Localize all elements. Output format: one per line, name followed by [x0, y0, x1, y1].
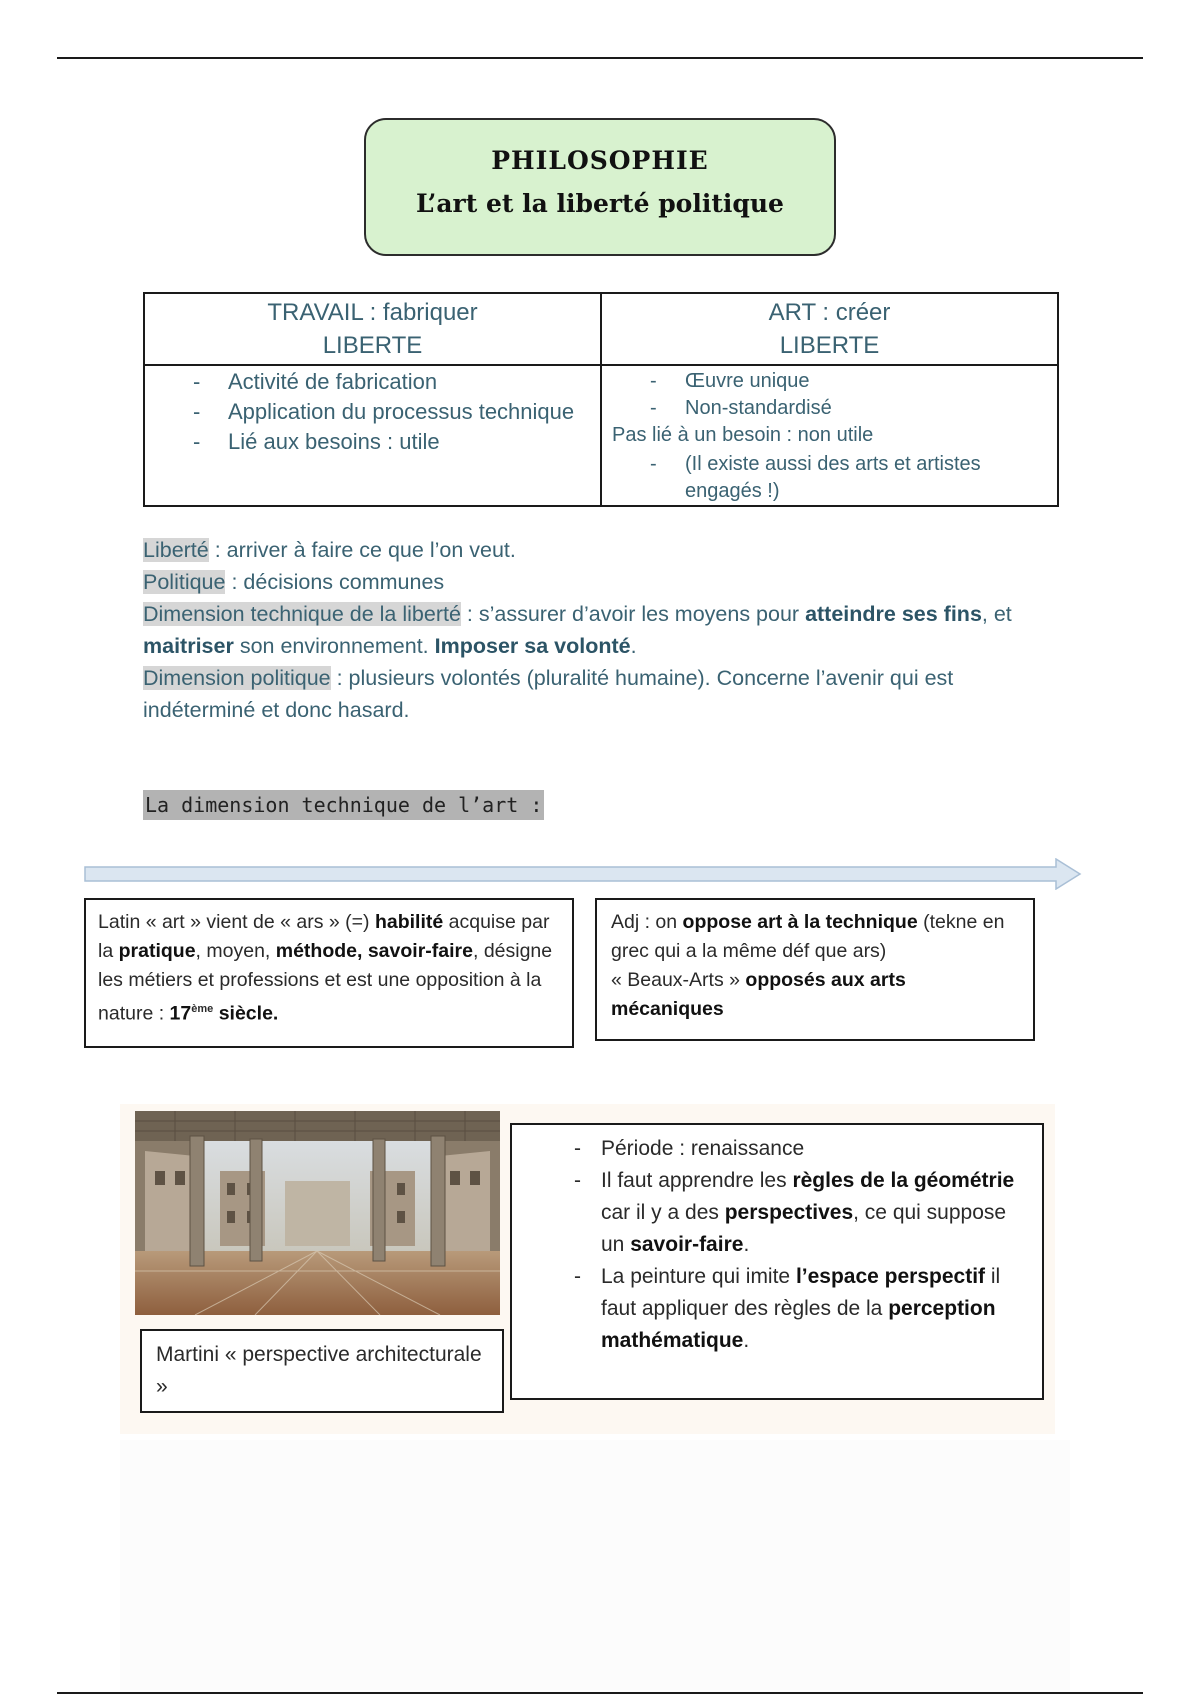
- latin-origin-box: [84, 898, 574, 1048]
- renaissance-box: [510, 1123, 1044, 1400]
- box-text: .: [743, 1329, 750, 1352]
- list-item: - Application du processus technique: [145, 398, 600, 426]
- box-text: car il y a des: [601, 1201, 725, 1224]
- box-text: il faut appliquer des règles de la: [601, 1265, 1001, 1320]
- list-item: - (Il existe aussi des arts et artistes engagés !): [602, 451, 1057, 505]
- box-text: La peinture qui imite: [601, 1265, 796, 1288]
- definition-text: : décisions communes: [225, 570, 445, 594]
- box-text: .: [743, 1233, 750, 1256]
- header-art-line1: ART : créer: [768, 299, 891, 326]
- box-text: Période : renaissance: [601, 1137, 805, 1160]
- definition-politique: [143, 566, 1063, 598]
- definition-liberte: [143, 534, 1063, 566]
- list-item: [524, 1261, 1030, 1357]
- definitions-block: [143, 534, 1063, 726]
- adjective-box: [595, 898, 1035, 1041]
- box-text: , moyen,: [195, 940, 276, 962]
- header-art: [601, 293, 1058, 365]
- art-plain-line: Pas lié à un besoin : non utile: [612, 424, 874, 446]
- topic-title: L’art et la liberté politique: [416, 189, 784, 218]
- bold-text: habilité: [374, 911, 444, 933]
- top-rule: [57, 57, 1143, 59]
- box-text: Il faut apprendre les: [601, 1169, 793, 1192]
- bold-text: siècle.: [213, 1002, 279, 1025]
- list-item: - Œuvre unique: [602, 368, 1057, 395]
- bold-text: méthode, savoir-faire: [275, 940, 473, 962]
- box-text: Latin « art » vient de « ars » (=): [98, 911, 375, 933]
- bold-text: perspectives: [724, 1201, 854, 1224]
- painting-caption-box: [140, 1329, 504, 1413]
- bold-text: savoir-faire: [630, 1233, 744, 1256]
- bottom-rule: [57, 1692, 1143, 1694]
- section-heading: La dimension technique de l’art :: [143, 790, 544, 820]
- box-text: acquise par la: [98, 911, 550, 962]
- definition-text: : arriver à faire ce que l’on veut.: [208, 538, 516, 562]
- bold-text: maitriser: [143, 634, 234, 658]
- lower-blank-area: [120, 1440, 1070, 1690]
- definition-text: son environnement.: [233, 634, 435, 658]
- definition-dimension-politique: [143, 662, 1063, 726]
- term-highlight: Liberté: [143, 538, 209, 562]
- list-item: - Non-standardisé: [602, 395, 1057, 422]
- term-highlight: Dimension technique de la liberté: [143, 602, 461, 626]
- bold-text: l’espace perspectif: [795, 1265, 986, 1288]
- painting-caption: Martini « perspective architecturale »: [156, 1343, 482, 1398]
- bold-text: perception mathématique: [601, 1297, 996, 1352]
- definition-text: : plusieurs volontés (pluralité humaine). Concerne l’avenir qui est indéterminé et donc hasard.: [143, 666, 954, 722]
- superscript: ème: [191, 1003, 214, 1015]
- bold-text: Imposer sa volonté: [434, 634, 631, 658]
- subject-title: PHILOSOPHIE: [491, 146, 709, 175]
- definition-text: : s’assurer d’avoir les moyens pour: [460, 602, 806, 626]
- bold-text: 17: [169, 1002, 192, 1025]
- box-text: , ce qui suppose un: [601, 1201, 1007, 1256]
- travail-cell: [144, 365, 601, 506]
- bold-text: oppose art à la technique: [682, 911, 918, 933]
- bold-text: pratique: [118, 940, 196, 962]
- header-art-line2: LIBERTE: [779, 332, 880, 359]
- term-highlight: Politique: [143, 570, 226, 594]
- header-travail: [144, 293, 601, 365]
- definition-text: .: [630, 634, 637, 658]
- title-box: [364, 118, 836, 256]
- list-item: - Lié aux besoins : utile: [145, 428, 600, 456]
- bold-text: opposés aux arts mécaniques: [611, 969, 906, 1020]
- list-item: - Activité de fabrication: [145, 368, 600, 396]
- list-item: [524, 1165, 1030, 1261]
- bold-text: règles de la géométrie: [792, 1169, 1015, 1192]
- timeline-arrow-shape: [85, 859, 1080, 889]
- definition-text: , et: [981, 602, 1012, 626]
- bold-text: atteindre ses fins: [805, 602, 982, 626]
- term-highlight: Dimension politique: [143, 666, 331, 690]
- box-text: (tekne en grec qui a la même déf que ars): [611, 911, 1005, 962]
- painting-image: [135, 1111, 500, 1315]
- header-travail-line2: LIBERTE: [322, 332, 423, 359]
- box-text: , désigne les métiers et professions et est une opposition à la nature :: [98, 940, 553, 1025]
- box-text: Adj : on: [611, 911, 683, 933]
- list-item: [524, 1133, 1030, 1165]
- header-travail-line1: TRAVAIL : fabriquer: [267, 299, 478, 326]
- definition-dimension-technique: [143, 598, 1063, 662]
- box-text: « Beaux-Arts »: [611, 969, 746, 991]
- timeline-arrow: [84, 858, 1084, 890]
- comparison-table: [143, 292, 1059, 507]
- art-cell: [601, 365, 1058, 506]
